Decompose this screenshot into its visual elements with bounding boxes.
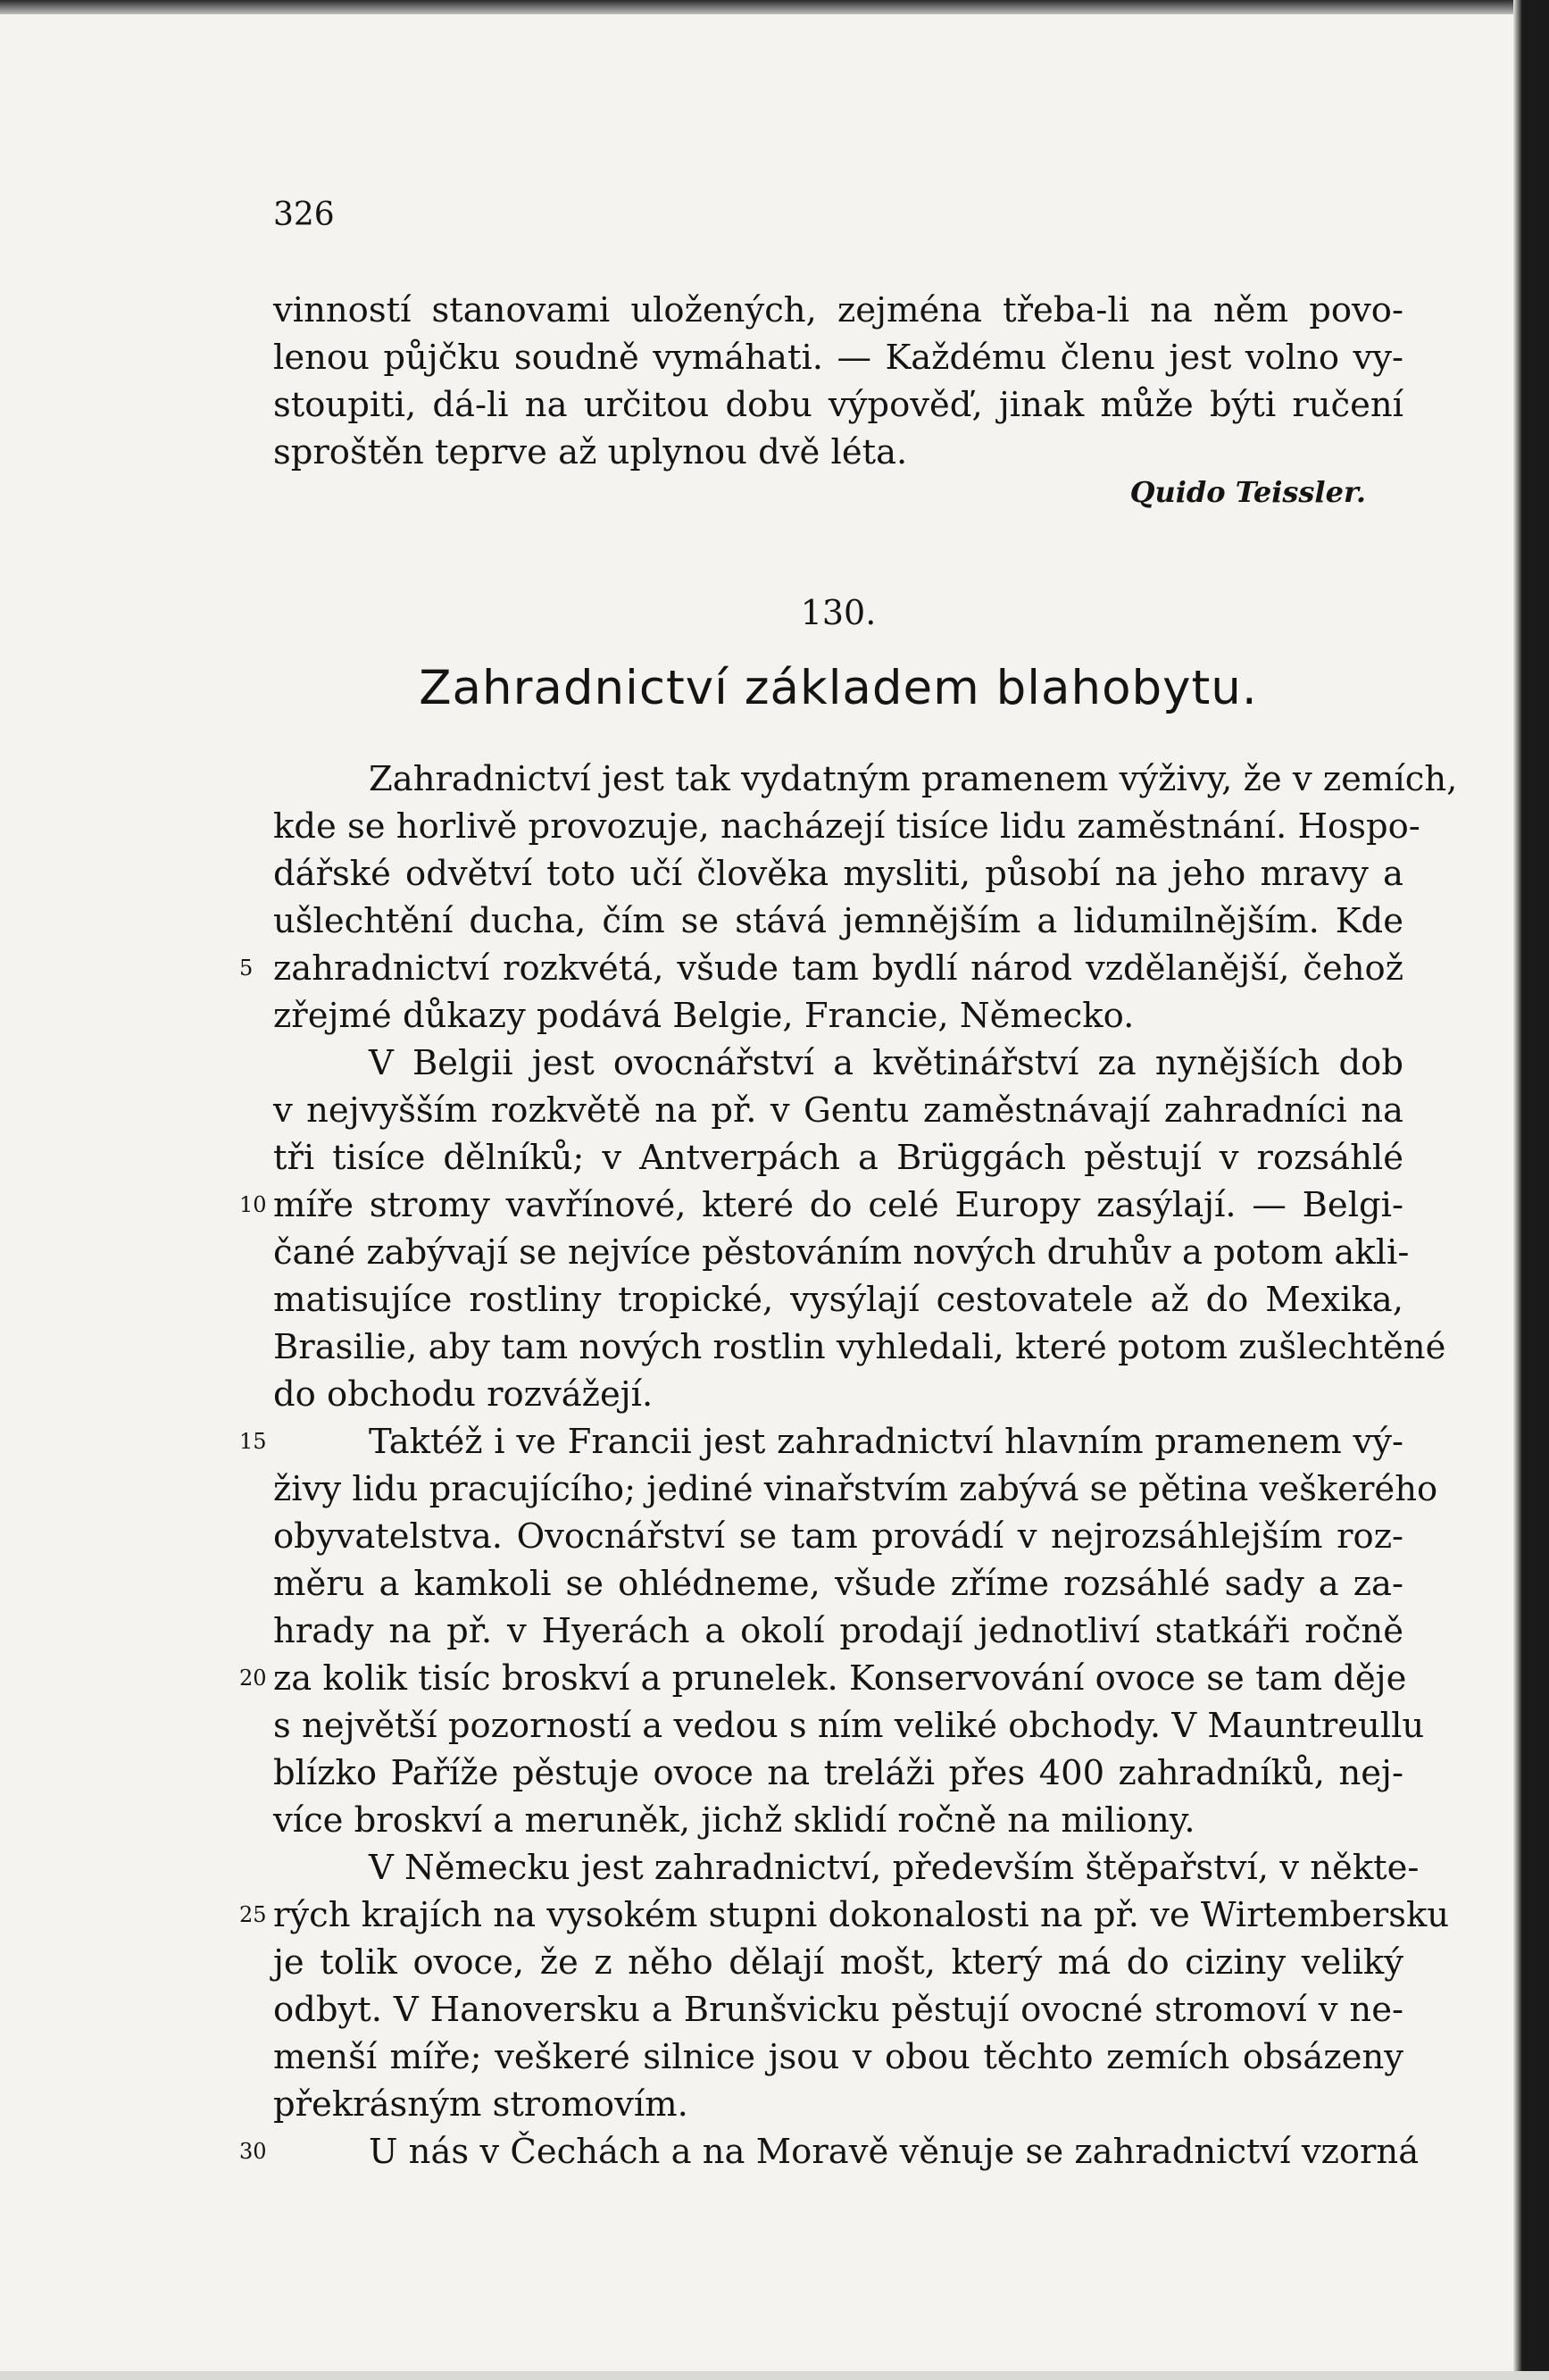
text-line: sproštěn teprve až uplynou dvě léta. [273, 432, 908, 472]
text-line: měru a kamkoli se ohlédneme, všude zříme rozsáhlé sady a za- [273, 1564, 1403, 1604]
text-line: obyvatelstva. Ovocnářství se tam provádí v nejrozsáhlejším roz- [273, 1516, 1403, 1557]
text-line: Taktéž i ve Francii jest zahradnictví hlavním pramenem vý- [369, 1422, 1403, 1462]
scan-right-edge [1513, 0, 1549, 2380]
text-line: více broskví a meruněk, jichž sklidí ročně na miliony. [273, 1800, 1195, 1841]
page-number: 326 [273, 196, 335, 233]
text-line: odbyt. V Hanoversku a Brunšvicku pěstují ovocné stromoví v ne- [273, 1990, 1403, 2030]
text-line: s největší pozorností a vedou s ním veliké obchody. V Mauntreullu [273, 1706, 1425, 1746]
margin-line-number: 10 [239, 1192, 267, 1217]
text-line: vinností stanovami uložených, zejména třeba-li na něm povo- [273, 290, 1403, 330]
margin-line-number: 25 [239, 1902, 267, 1927]
text-line: blízko Paříže pěstuje ovoce na treláži přes 400 zahradníků, nej- [273, 1753, 1403, 1793]
text-line: čané zabývají se nejvíce pěstováním nových druhův a potom akli- [273, 1232, 1410, 1273]
text-line: míře stromy vavřínové, které do celé Europy zasýlají. — Belgi- [273, 1185, 1403, 1225]
text-line: matisujíce rostliny tropické, vysýlají cestovatele až do Mexika, [273, 1280, 1403, 1320]
text-line: Zahradnictví jest tak vydatným pramenem výživy, že v zemích, [369, 759, 1458, 799]
margin-line-number: 15 [239, 1429, 267, 1454]
margin-line-number: 20 [239, 1666, 267, 1691]
text-line: překrásným stromovím. [273, 2084, 688, 2125]
text-line: rých krajích na vysokém stupni dokonalosti na př. ve Wirtembersku [273, 1895, 1450, 1935]
section-title: Zahradnictví základem blahobytu. [419, 661, 1258, 715]
text-line: stoupiti, dá-li na určitou dobu výpověď, jinak může býti ručení [273, 385, 1403, 425]
margin-line-number: 30 [239, 2139, 267, 2164]
text-line: v nejvyšším rozkvětě na př. v Gentu zaměstnávají zahradníci na [273, 1090, 1403, 1131]
text-line: zřejmé důkazy podává Belgie, Francie, Německo. [273, 996, 1135, 1036]
text-line: V Belgii jest ovocnářství a květinářství za nynějších dob [369, 1043, 1403, 1083]
text-line: zahradnictví rozkvétá, všude tam bydlí národ vzdělanější, čehož [273, 948, 1403, 989]
scan-top-edge [0, 0, 1549, 14]
text-line: je tolik ovoce, že z něho dělají mošt, který má do ciziny veliký [273, 1942, 1403, 1983]
text-line: hrady na př. v Hyerách a okolí prodají jednotliví statkáři ročně [273, 1611, 1403, 1651]
section-number: 130. [800, 593, 877, 632]
text-line: ušlechtění ducha, čím se stává jemnějším a lidumilnějším. Kde [273, 901, 1403, 941]
text-line: U nás v Čechách a na Moravě věnuje se zahradnictví vzorná [369, 2132, 1420, 2172]
text-line: menší míře; veškeré silnice jsou v obou těchto zemích obsázeny [273, 2037, 1403, 2077]
text-line: živy lidu pracujícího; jediné vinařstvím zabývá se pětina veškerého [273, 1469, 1438, 1509]
author-signature: Quido Teissler. [1129, 475, 1366, 509]
text-line: tři tisíce dělníků; v Antverpách a Brüggách pěstují v rozsáhlé [273, 1138, 1403, 1178]
margin-line-number: 5 [239, 956, 254, 981]
text-line: Brasilie, aby tam nových rostlin vyhledali, které potom zušlechtěné [273, 1327, 1446, 1367]
text-line: lenou půjčku soudně vymáhati. — Každému členu jest volno vy- [273, 338, 1403, 378]
scan-bottom-edge [0, 2371, 1549, 2380]
text-line: V Německu jest zahradnictví, především štěpařství, v někte- [369, 1848, 1420, 1888]
text-line: kde se horlivě provozuje, nacházejí tisíce lidu zaměstnání. Hospo- [273, 806, 1420, 847]
text-line: za kolik tisíc broskví a prunelek. Konservování ovoce se tam děje [273, 1658, 1407, 1699]
text-line: do obchodu rozvážejí. [273, 1374, 654, 1415]
text-line: dářské odvětví toto učí člověka mysliti, působí na jeho mravy a [273, 854, 1403, 894]
